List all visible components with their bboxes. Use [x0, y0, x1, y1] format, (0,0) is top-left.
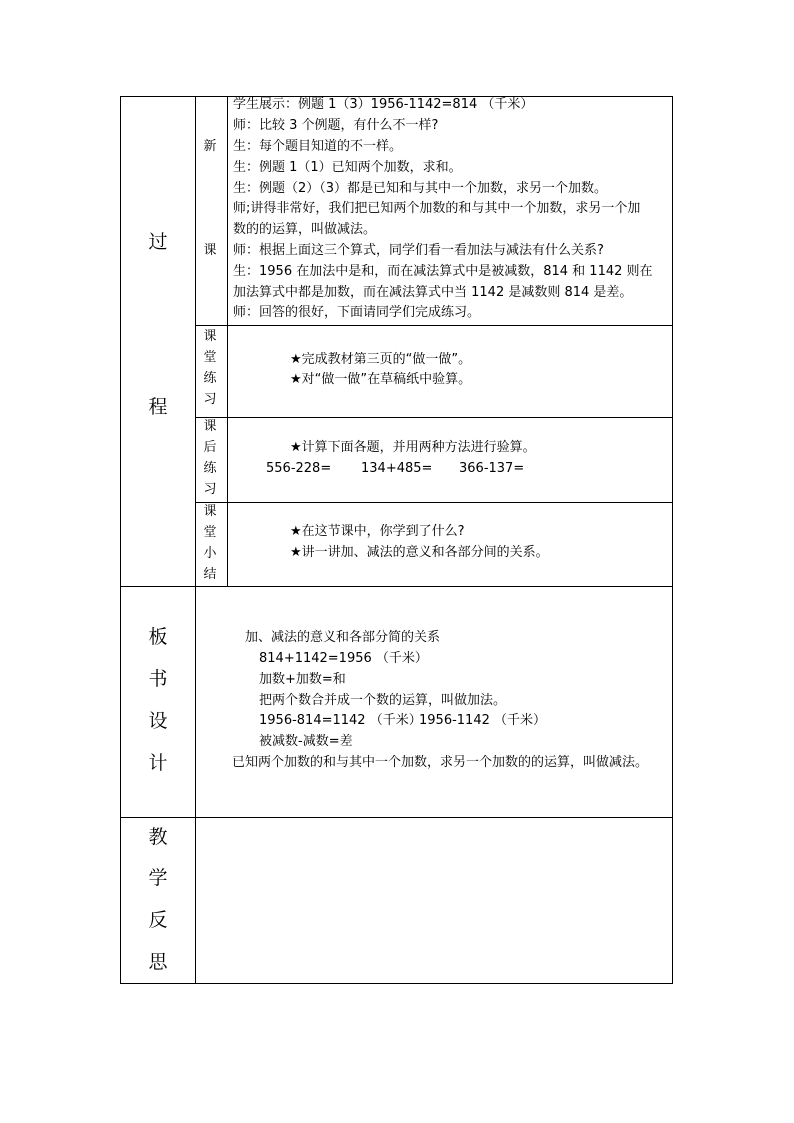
subsection-after-class-4: 习 [203, 482, 217, 497]
section-label-reflection-1: 教 [148, 826, 168, 848]
board-line: 814+1142=1956 （千米） [259, 651, 428, 666]
row-divider-4 [120, 586, 673, 587]
subsection-class-practice-2: 堂 [203, 350, 217, 365]
board-line: 1956-814=1142 （千米） [259, 713, 422, 728]
new-lesson-line: 生：每个题目知道的不一样。 [233, 139, 403, 154]
board-line: 把两个数合并成一个数的运算，叫做加法。 [259, 693, 507, 708]
row-divider-1 [195, 325, 673, 326]
section-label-reflection-2: 学 [148, 867, 168, 889]
section-label-board-2: 书 [148, 668, 168, 690]
new-lesson-line: 生：1956 在加法中是和，而在减法算式中是被减数，814 和 1142 则在 [233, 264, 653, 279]
subsection-summary-2: 堂 [203, 525, 217, 540]
subsection-after-class-1: 课 [203, 419, 217, 434]
new-lesson-line: 师：比较 3 个例题，有什么不一样? [233, 118, 439, 133]
new-lesson-line: 学生展示：例题 1（3）1956-1142=814 （千米） [233, 97, 534, 112]
board-line: 被减数-减数=差 [259, 734, 353, 749]
new-lesson-line: 数的的运算，叫做减法。 [233, 222, 377, 237]
table-divider-col2 [227, 96, 228, 586]
subsection-class-practice-4: 习 [203, 392, 217, 407]
new-lesson-line: 生：例题 1（1）已知两个加数，求和。 [233, 160, 462, 175]
subsection-summary-1: 课 [203, 504, 217, 519]
section-label-process-2: 程 [148, 396, 168, 418]
after-class-instruction: ★计算下面各题，并用两种方法进行验算。 [290, 440, 536, 455]
new-lesson-line: 师：回答的很好，下面请同学们完成练习。 [233, 305, 481, 320]
section-label-reflection-4: 思 [148, 951, 168, 973]
class-practice-line: ★完成教材第三页的“做一做”。 [290, 352, 472, 367]
subsection-after-class-3: 练 [203, 461, 217, 476]
subsection-class-practice-1: 课 [203, 329, 217, 344]
new-lesson-line: 生：例题（2）（3）都是已知和与其中一个加数，求另一个加数。 [233, 181, 608, 196]
new-lesson-line: 师：根据上面这三个算式，同学们看一看加法与减法有什么关系? [233, 243, 604, 258]
row-divider-2 [195, 417, 673, 418]
board-line: 1956-1142 （千米） [419, 713, 546, 728]
new-lesson-line: 师;讲得非常好，我们把已知两个加数的和与其中一个加数，求另一个加 [233, 201, 641, 216]
after-class-problem: 134+485= [361, 461, 433, 476]
subsection-after-class-2: 后 [203, 440, 217, 455]
summary-line: ★在这节课中，你学到了什么? [290, 524, 465, 539]
class-practice-line: ★对“做一做”在草稿纸中验算。 [290, 372, 472, 387]
section-label-board-3: 设 [148, 710, 168, 732]
board-line: 已知两个加数的和与其中一个加数，求另一个加数的的运算，叫做减法。 [232, 755, 649, 770]
section-label-process-1: 过 [148, 231, 168, 253]
reflection-content [196, 818, 672, 983]
section-label-board-1: 板 [148, 626, 168, 648]
subsection-new-lesson-2: 课 [203, 243, 217, 258]
after-class-problem: 366-137= [459, 461, 525, 476]
table-border-left [120, 96, 121, 984]
section-label-board-4: 计 [148, 752, 168, 774]
table-border-bottom [120, 983, 673, 984]
subsection-summary-3: 小 [203, 546, 217, 561]
section-label-reflection-3: 反 [148, 909, 168, 931]
after-class-problem: 556-228= [266, 461, 332, 476]
table-border-right [672, 96, 673, 984]
summary-line: ★讲一讲加、减法的意义和各部分间的关系。 [290, 545, 549, 560]
subsection-new-lesson-1: 新 [203, 139, 217, 154]
new-lesson-line: 加法算式中都是加数，而在减法算式中当 1142 是减数则 814 是差。 [233, 285, 633, 300]
subsection-summary-4: 结 [203, 567, 217, 582]
board-line: 加数+加数=和 [259, 672, 346, 687]
board-title: 加、减法的意义和各部分简的关系 [245, 630, 441, 645]
subsection-class-practice-3: 练 [203, 371, 217, 386]
row-divider-3 [195, 502, 673, 503]
